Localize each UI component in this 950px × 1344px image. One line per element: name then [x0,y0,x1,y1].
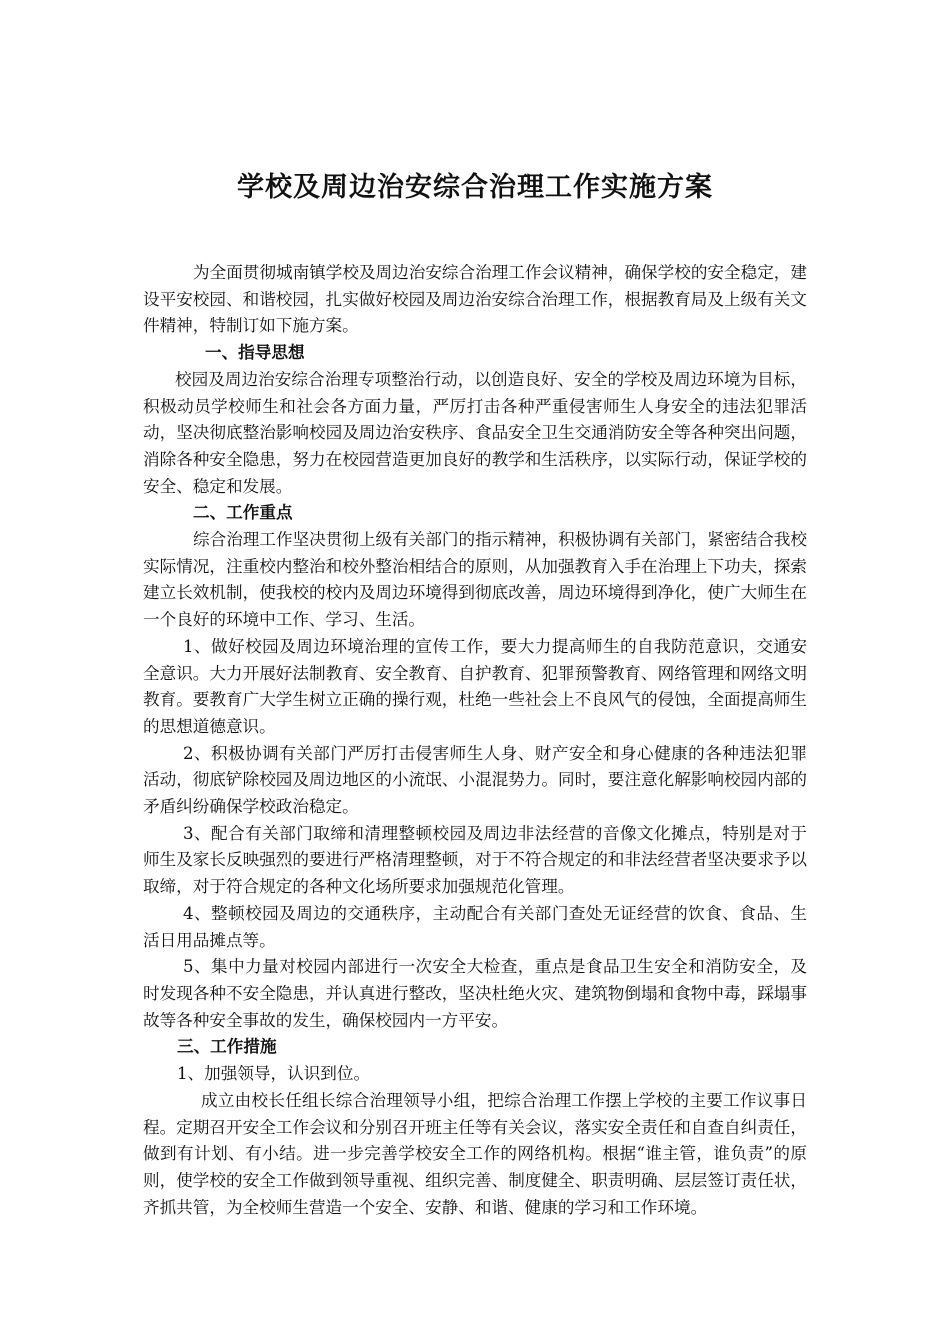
document-body [143,260,807,1221]
work-focus-paragraph: 综合治理工作坚决贯彻上级有关部门的指示精神，积极协调有关部门，紧密结合我校实际情况，注重校内整治和校外整治相结合的原则，从加强教育入手在治理上下功夫，探索建立长效机制，使我校的校内及周边环境得到彻底改善，周边环境得到净化，使广大师生在一个良好的环境中工作、学习、生活。 [143,530,807,630]
section-heading-work-focus: 二、工作重点 [193,503,293,523]
work-focus-item-3: 3、配合有关部门取缔和清理整顿校园及周边非法经营的音像文化摊点，特别是对于师生及家长反映强烈的要进行严格清理整顿，对于不符合规定的和非法经营者坚决要求予以取缔，对于符合规定的各种文化场所要求加强规范化管理。 [143,823,807,897]
intro-paragraph: 为全面贯彻城南镇学校及周边治安综合治理工作会议精神，确保学校的安全稳定，建设平安校园、和谐校园，扎实做好校园及周边治安综合治理工作，根据教育局及上级有关文件精神，特制订如下施方案。 [143,263,807,336]
work-focus-item-1: 1、做好校园及周边环境治理的宣传工作，要大力提高师生的自我防范意识，交通安全意识。大力开展好法制教育、安全教育、自护教育、犯罪预警教育、网络管理和网络文明教育。要教育广大学生树立正确的操行观，杜绝一些社会上不良风气的侵蚀，全面提高师生的思想道德意识。 [143,636,807,736]
work-focus-item-5: 5、集中力量对校园内部进行一次安全大检查，重点是食品卫生安全和消防安全，及时发现各种不安全隐患，并认真进行整改，坚决杜绝火灾、建筑物倒塌和食物中毒，踩塌事故等各种安全事故的发生，确保校园内一方平安。 [143,957,807,1030]
guiding-ideology-paragraph: 校园及周边治安综合治理专项整治行动，以创造良好、安全的学校及周边环境为目标，积极动员学校师生和社会各方面力量，严厉打击各种严重侵害师生人身安全的违法犯罪活动，坚决彻底整治影响校园及周边治安秩序、食品安全卫生交通消防安全等各种突出问题，消除各种安全隐患，努力在校园营造更加良好的教学和生活秩序，以实际行动，保证学校的安全、稳定和发展。 [143,369,807,496]
work-focus-item-4: 4、整顿校园及周边的交通秩序，主动配合有关部门查处无证经营的饮食、食品、生活日用品摊点等。 [143,903,807,950]
work-measures-paragraph: 成立由校长任组长综合治理领导小组，把综合治理工作摆上学校的主要工作议事日程。定期召开安全工作会议和分别召开班主任等有关会议，落实安全责任和自查自纠责任，做到有计划、有小结。进一步完善学校安全工作的网络机构。根据“谁主管，谁负责”的原则，使学校的安全工作做到领导重视、组织完善、制度健全、职责明确、层层签订责任状，齐抓共管，为全校师生营造一个安全、安静、和谐、健康的学习和工作环境。 [143,1090,807,1217]
section-heading-work-measures: 三、工作措施 [177,1037,277,1057]
section-heading-guiding-ideology: 一、指导思想 [205,343,305,363]
work-measures-item-1: 1、加强领导，认识到位。 [177,1064,371,1084]
work-focus-item-2: 2、积极协调有关部门严厉打击侵害师生人身、财产安全和身心健康的各种违法犯罪活动，彻底铲除校园及周边地区的小流氓、小混混势力。同时，要注意化解影响校园内部的矛盾纠纷确保学校政治稳定。 [143,743,807,817]
document-title: 学校及周边治安综合治理工作实施方案 [237,172,713,203]
